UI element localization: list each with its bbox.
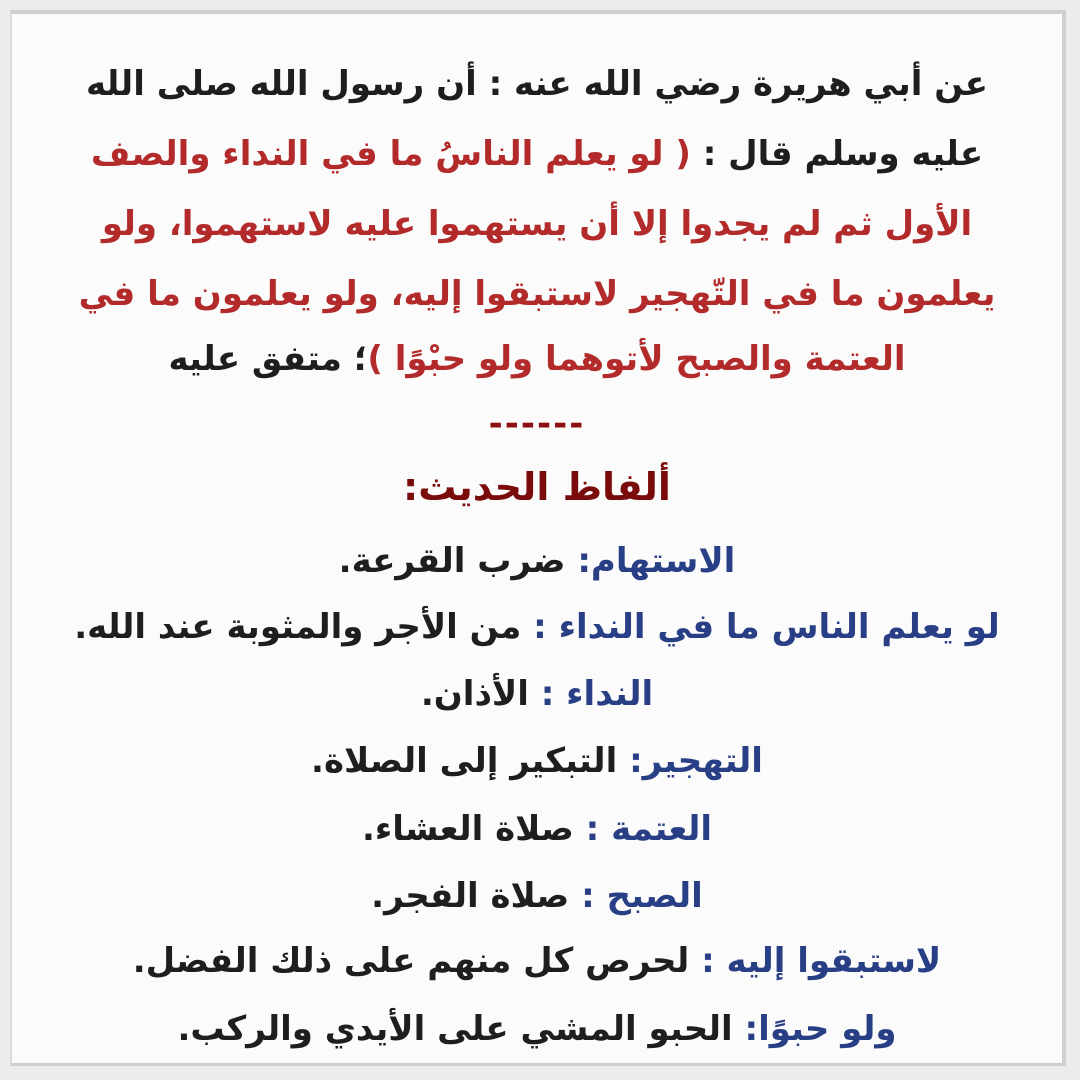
vocab-meaning: صلاة العشاء. xyxy=(361,809,574,849)
vocab-item xyxy=(52,736,1022,786)
vocab-term: ولو حبوًا: xyxy=(744,1009,897,1049)
vocab-item xyxy=(52,1004,1022,1054)
vocab-item xyxy=(52,602,1022,652)
vocab-term: العتمة : xyxy=(585,809,713,849)
vocab-item xyxy=(52,804,1022,854)
vocab-item xyxy=(52,669,1022,719)
vocab-term: الصبح : xyxy=(581,876,703,916)
vocab-meaning: التبكير إلى الصلاة. xyxy=(311,741,618,781)
hadith-line-2 xyxy=(52,129,1022,179)
hadith-line-4: يعلمون ما في التّهجير لاستبقوا إليه، ولو يعلمون ما في xyxy=(78,274,996,314)
vocab-term: الاستهام: xyxy=(577,541,736,581)
vocab-meaning: الحبو المشي على الأيدي والركب. xyxy=(177,1009,733,1049)
vocab-term: لاستبقوا إليه : xyxy=(701,941,942,981)
hadith-line-2-text: ( لو يعلم الناسُ ما في النداء والصف xyxy=(90,134,691,174)
vocab-term: التهجير: xyxy=(629,741,763,781)
hadith-line-3: الأول ثم لم يجدوا إلا أن يستهموا عليه لاستهموا، ولو xyxy=(101,204,973,244)
vocab-meaning: لحرص كل منهم على ذلك الفضل. xyxy=(132,941,690,981)
separator: ------ xyxy=(488,404,586,444)
vocab-item xyxy=(52,536,1022,586)
vocab-heading: ألفاظ الحديث: xyxy=(403,465,671,509)
vocab-term: لو يعلم الناس ما في النداء : xyxy=(533,607,1000,647)
vocab-item xyxy=(52,936,1022,986)
vocab-meaning: الأذان. xyxy=(420,674,529,714)
hadith-line-5-text: العتمة والصبح لأتوهما ولو حبْوًا ) xyxy=(367,339,906,379)
hadith-card xyxy=(10,10,1066,1066)
hadith-line-5 xyxy=(52,334,1022,384)
vocab-term: النداء : xyxy=(540,674,654,714)
vocab-item xyxy=(52,871,1022,921)
vocab-meaning: صلاة الفجر. xyxy=(371,876,570,916)
hadith-line-1: عن أبي هريرة رضي الله عنه : أن رسول الله صلى الله xyxy=(85,64,989,104)
vocab-meaning: من الأجر والمثوبة عند الله. xyxy=(74,607,522,647)
hadith-line-2-narration: عليه وسلم قال : xyxy=(690,134,984,174)
hadith-source: ؛ متفق عليه xyxy=(168,339,368,379)
vocab-meaning: ضرب القرعة. xyxy=(338,541,566,581)
